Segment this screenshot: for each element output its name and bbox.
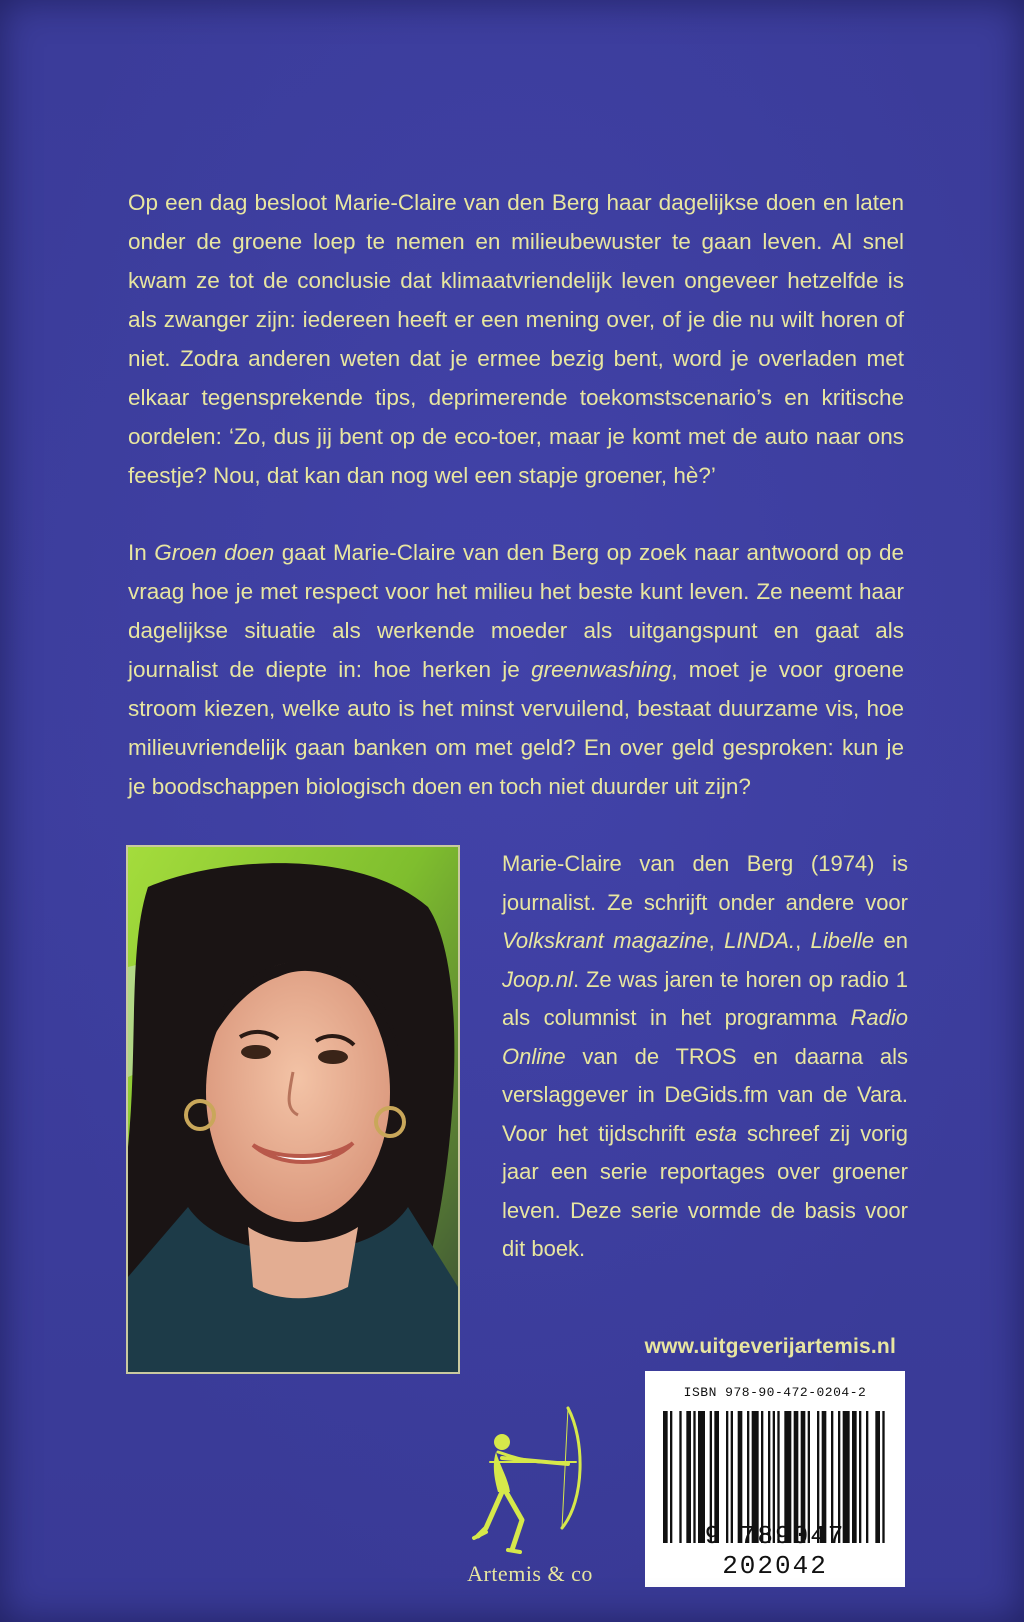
author-bio [502,845,908,1269]
bio-text: van de TROS en daarna als verslaggever in DeGids.fm van de Vara. Voor het tijdschrift [502,1043,908,1146]
isbn-number: ISBN 978-90-472-0204-2 [683,1385,867,1400]
bio-publication: Volkskrant magazine [502,928,709,953]
book-title: Groen doen [154,540,275,565]
bio-text: , [708,928,725,953]
bio-program: Radio Online [502,1005,908,1069]
blurb-text: In [128,540,155,565]
bio-text: . Ze was jaren te horen op radio 1 als columnist in het programma [502,966,908,1030]
bio-publication: esta [695,1120,737,1146]
bio-text: schreef zij vorig jaar een serie reportages over groener leven. Deze serie vormde de basis voor dit boek. [502,1120,908,1261]
ean-number: 9 789047 202042 [704,1521,846,1581]
bio-publication: Joop.nl [502,966,573,992]
publisher-website: www.uitgeverijartemis.nl [644,1335,896,1358]
blurb-paragraph-2 [128,533,904,806]
bio-text: Marie-Claire van den Berg (1974) is journalist. Ze schrijft onder andere voor [502,851,908,915]
blurb-text: , moet je voor groene stroom kiezen, welke auto is het minst vervuilend, bestaat duurzame vis, hoe milieuvriendelijk gaan banken om met geld? En over geld gesproken: kun je je boodschappen biologisch doen en toch niet duurder uit zijn? [128,657,904,799]
publisher-name: Artemis & co [467,1561,593,1586]
bio-publication: LINDA. [724,928,796,953]
archer-icon [450,1400,600,1560]
blurb-paragraph-1: Op een dag besloot Marie-Claire van den Berg haar dagelijkse doen en laten onder de groene loep te nemen en milieubewuster te gaan leven. Al snel kwam ze tot de conclusie dat klimaatvriendelijk leven ongeveer hetzelfde is als zwanger zijn: iedereen heeft er een mening over, of je die nu wilt horen of niet. Zodra anderen weten dat je ermee bezig bent, word je overladen met elkaar tegensprekende tips, deprimerende toekomstscenario’s en kritische oordelen: ‘Zo, dus jij bent op de eco-toer, maar je komt met de auto naar ons feestje? Nou, dat kan dan nog wel een stapje groener, hè?’ [128,190,904,488]
bio-text: en [874,928,908,953]
author-portrait-image [128,847,458,1372]
author-photo [126,845,460,1374]
blurb-text: gaat Marie-Claire van den Berg op zoek naar antwoord op de vraag hoe je met respect voor het milieu het beste kunt leven. Ze neemt haar dagelijkse situatie als werkende moeder als uitgangspunt en gaat als journalist de diepte in: hoe herken je [128,540,904,682]
bio-text: , [795,928,811,953]
isbn-barcode [645,1371,905,1587]
greenwashing-term: greenwashing [531,657,672,682]
bio-publication: Libelle [810,928,875,953]
